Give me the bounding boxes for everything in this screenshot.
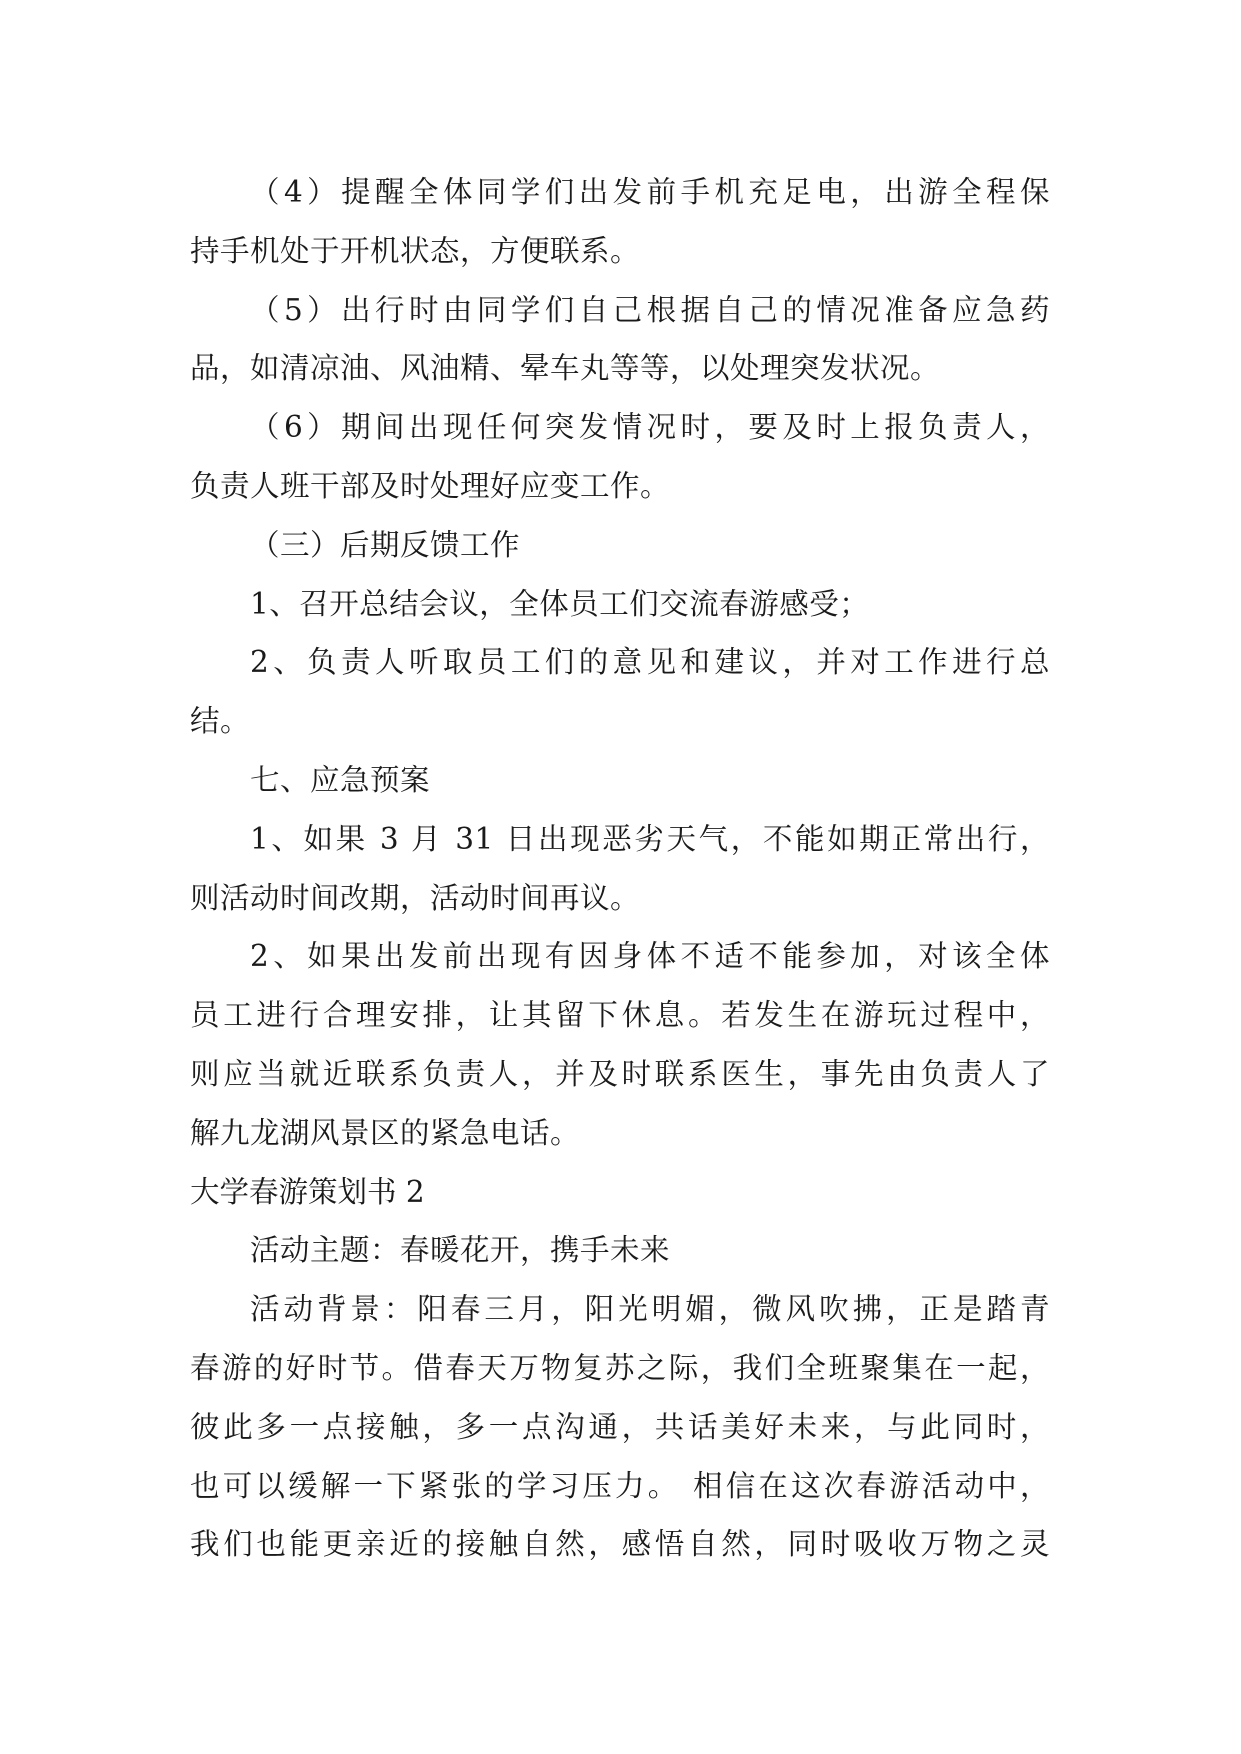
document-line: 活动背景：阳春三月，阳光明媚，微风吹拂，正是踏青 (250, 1292, 1050, 1327)
document-line: 持手机处于开机状态，方便联系。 (190, 233, 641, 268)
document-line: 则应当就近联系负责人，并及时联系医生，事先由负责人了 (190, 1056, 1050, 1091)
document-line: 品，如清凉油、风油精、晕车丸等等，以处理突发状况。 (190, 351, 941, 386)
section-title: 大学春游策划书 2 (190, 1174, 425, 1209)
document-line: 1、召开总结会议，全体员工们交流春游感受； (250, 586, 870, 621)
document-line: 解九龙湖风景区的紧急电话。 (190, 1115, 581, 1150)
document-line: 我们也能更亲近的接触自然，感悟自然，同时吸收万物之灵 (190, 1527, 1050, 1562)
document-line: 负责人班干部及时处理好应变工作。 (190, 468, 671, 503)
document-line: 活动主题：春暖花开，携手未来 (250, 1233, 671, 1268)
document-line: （6）期间出现任何突发情况时，要及时上报负责人， (250, 410, 1050, 445)
document-line: 则活动时间改期，活动时间再议。 (190, 880, 641, 915)
document-line: 2、负责人听取员工们的意见和建议，并对工作进行总 (250, 645, 1050, 680)
document-line: 1、如果 3 月 31 日出现恶劣天气，不能如期正常出行， (250, 821, 1050, 856)
document-line: 结。 (190, 704, 251, 739)
document-line: 也可以缓解一下紧张的学习压力。 相信在这次春游活动中， (190, 1468, 1050, 1503)
document-body (190, 163, 1050, 1574)
document-line: 员工进行合理安排，让其留下休息。若发生在游玩过程中， (190, 998, 1050, 1033)
document-line: （三）后期反馈工作 (250, 527, 521, 562)
document-line: 七、应急预案 (250, 762, 431, 797)
document-line: （5）出行时由同学们自己根据自己的情况准备应急药 (250, 292, 1050, 327)
document-line: （4）提醒全体同学们出发前手机充足电，出游全程保 (250, 175, 1050, 209)
document-line: 春游的好时节。借春天万物复苏之际，我们全班聚集在一起， (190, 1350, 1050, 1385)
document-line: 2、如果出发前出现有因身体不适不能参加，对该全体 (250, 939, 1050, 974)
document-line: 彼此多一点接触，多一点沟通，共话美好未来，与此同时， (190, 1409, 1050, 1444)
